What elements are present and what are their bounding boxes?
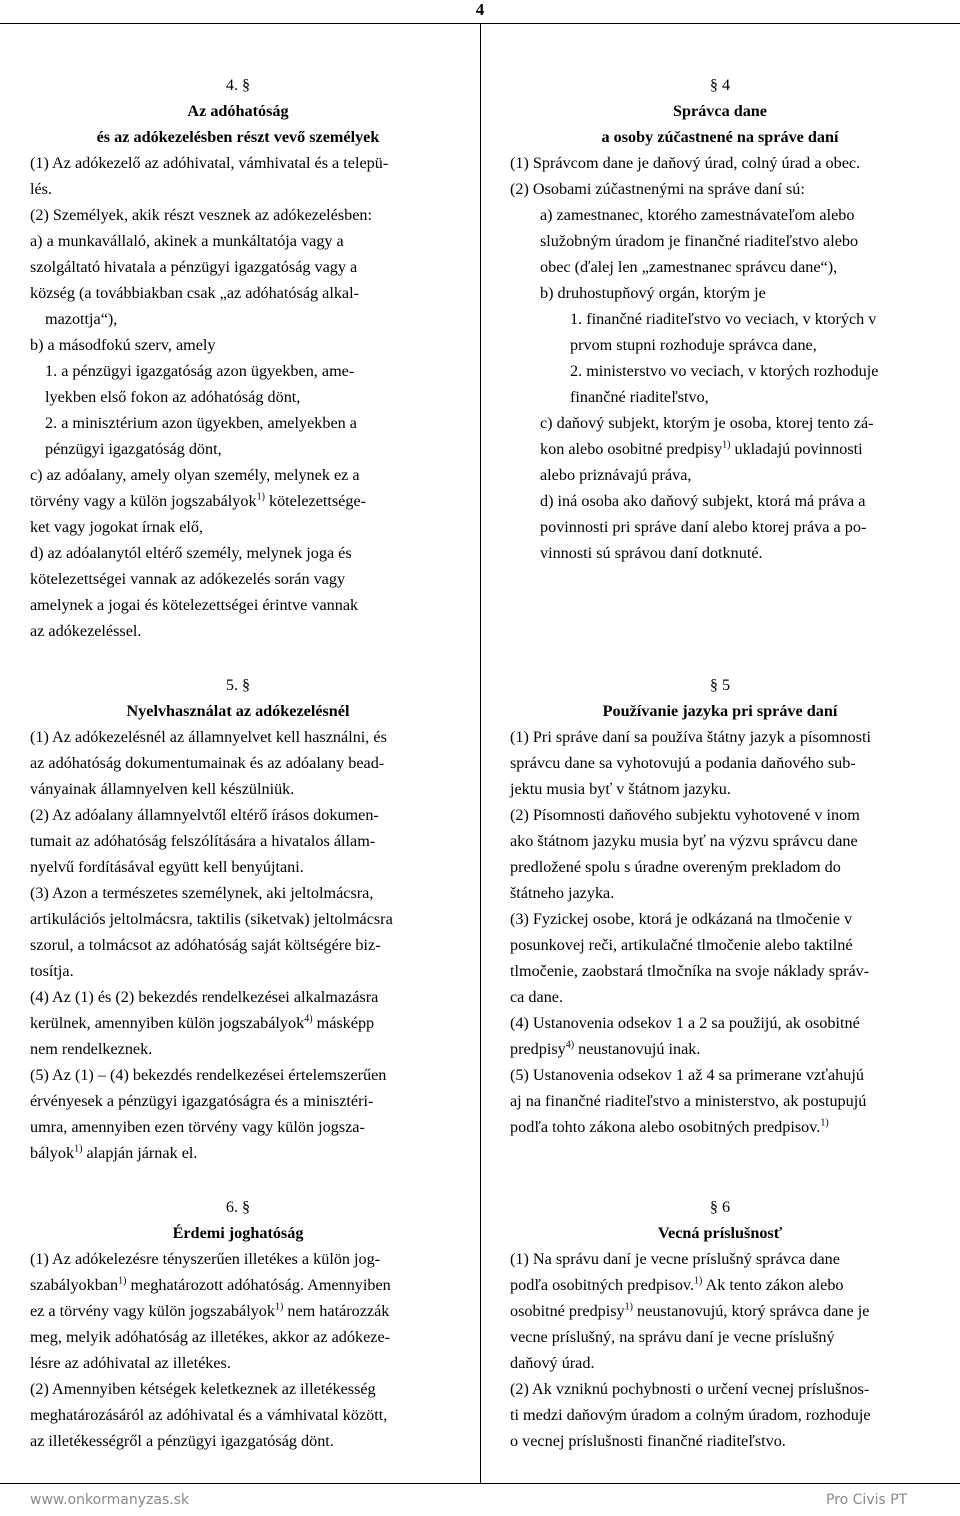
paragraph-line: lésre az adóhivatal az illetékes. <box>30 1354 231 1372</box>
paragraph-line: a) a munkavállaló, akinek a munkáltatója vagy a <box>30 232 344 250</box>
paragraph-line: umra, amennyiben ezen törvény vagy külön jogsza- <box>30 1118 365 1136</box>
paragraph-line: alebo priznávajú práva, <box>540 466 692 484</box>
section-6-hungarian <box>30 1194 446 1454</box>
paragraph-line: meghatározásáról az adóhivatal és a vámhivatal között, <box>30 1406 388 1424</box>
paragraph-line: povinnosti pri správe daní alebo ktorej práva a po- <box>540 518 867 536</box>
paragraph-line: o vecnej príslušnosti finančné riaditeľstvo. <box>510 1432 786 1450</box>
paragraph-line: štátneho jazyka. <box>510 884 615 902</box>
paragraph-line: (5) Ustanovenia odsekov 1 až 4 sa primerane vzťahujú <box>510 1066 864 1084</box>
paragraph-line: jektu musia byť v štátnom jazyku. <box>510 780 731 798</box>
section-body <box>510 724 930 1140</box>
paragraph-line: 2. ministerstvo vo veciach, v ktorých rozhoduje <box>570 362 879 380</box>
paragraph-line: szabályokban$^{1)}$ meghatározott adóhatóság. Amennyiben <box>30 1275 391 1294</box>
section-5-hungarian <box>30 672 446 1166</box>
paragraph-line: ako štátnom jazyku musia byť na výzvu správcu dane <box>510 832 858 850</box>
section-body <box>30 1246 446 1454</box>
paragraph-line: ez a törvény vagy külön jogszabályok$^{1)}$ nem határozzák <box>30 1301 390 1320</box>
paragraph-line: podľa osobitných predpisov.$^{1)}$ Ak tento zákon alebo <box>510 1275 844 1294</box>
paragraph-line: vinnosti sú správou daní dotknuté. <box>540 544 763 562</box>
section-heading: § 6 <box>709 1198 731 1216</box>
paragraph-line: vecne príslušný, na správu daní je vecne príslušný <box>510 1328 835 1346</box>
paragraph-line: d) az adóalanytól eltérő személy, melynek joga és <box>30 544 352 562</box>
section-title-line: Nyelvhasználat az adókezelésnél <box>126 702 350 720</box>
paragraph-line: osobitné predpisy$^{1)}$ neustanovujú, ktorý správca dane je <box>510 1301 870 1320</box>
paragraph-line: c) daňový subjekt, ktorým je osoba, ktorej tento zá- <box>540 414 874 432</box>
paragraph-line: pénzügyi igazgatóság dönt, <box>45 440 222 458</box>
paragraph-line: ket vagy jogokat írnak elő, <box>30 518 204 536</box>
paragraph-line: szolgáltató hivatala a pénzügyi igazgatóság vagy a <box>30 258 358 276</box>
section-title-line: Érdemi joghatóság <box>172 1224 304 1242</box>
paragraph-line: (2) Személyek, akik részt vesznek az adókezelésben: <box>30 206 373 224</box>
paragraph-line: artikulációs jeltolmácsra, taktilis (siketvak) jeltolmácsra <box>30 910 393 928</box>
paragraph-line: b) druhostupňový orgán, ktorým je <box>540 284 766 302</box>
paragraph-line: (1) Správcom dane je daňový úrad, colný úrad a obec. <box>510 154 861 172</box>
paragraph-line: szorul, a tolmácsot az adóhatóság saját költségére biz- <box>30 936 381 954</box>
paragraph-line: b) a másodfokú szerv, amely <box>30 336 216 354</box>
section-title-line: Používanie jazyka pri správe daní <box>602 702 838 720</box>
paragraph-line: a) zamestnanec, ktorého zamestnávateľom alebo <box>540 206 855 224</box>
paragraph-line: (3) Azon a természetes személynek, aki jeltolmácsra, <box>30 884 374 902</box>
section-heading: 5. § <box>225 676 251 694</box>
paragraph-line: kerülnek, amennyiben külön jogszabályok$^{4)}$ másképp <box>30 1013 375 1032</box>
paragraph-line: tosítja. <box>30 962 74 980</box>
paragraph-line: kötelezettségei vannak az adókezelés során vagy <box>30 570 346 588</box>
paragraph-line: kon alebo osobitné predpisy$^{1)}$ ukladajú povinnosti <box>540 439 863 458</box>
paragraph-line: (1) Na správu daní je vecne príslušný správca dane <box>510 1250 840 1268</box>
paragraph-line: mazottja“), <box>45 310 118 328</box>
section-6-slovak <box>510 1194 930 1454</box>
paragraph-line: c) az adóalany, amely olyan személy, melynek ez a <box>30 466 360 484</box>
paragraph-line: posunkovej reči, artikulačné tlmočenie alebo taktilné <box>510 936 853 954</box>
paragraph-line: ványainak államnyelven kell készülniük. <box>30 780 295 798</box>
paragraph-line: bályok$^{1)}$ alapján járnak el. <box>30 1143 198 1162</box>
paragraph-line: ca dane. <box>510 988 564 1006</box>
paragraph-line: 1. finančné riaditeľstvo vo veciach, v ktorých v <box>570 310 877 328</box>
paragraph-line: 1. a pénzügyi igazgatóság azon ügyekben, ame- <box>45 362 355 380</box>
paragraph-line: obec (ďalej len „zamestnanec správcu dane“), <box>540 258 838 276</box>
section-4-hungarian <box>30 72 446 644</box>
paragraph-line: správcu dane sa vyhotovujú a podania daňového sub- <box>510 754 856 772</box>
section-title-line: Az adóhatóság <box>187 102 289 120</box>
paragraph-line: nem rendelkeznek. <box>30 1040 153 1058</box>
paragraph-line: (1) Az adókezelő az adóhivatal, vámhivatal és a telepü- <box>30 154 389 172</box>
paragraph-line: ti medzi daňovým úradom a colným úradom, rozhoduje <box>510 1406 871 1424</box>
section-body <box>30 724 446 1166</box>
paragraph-line: (2) Písomnosti daňového subjektu vyhotovené v inom <box>510 806 860 824</box>
section-title-line: Správca dane <box>673 102 767 120</box>
footer-website: www.onkormanyzas.sk <box>30 1492 190 1508</box>
paragraph-line: d) iná osoba ako daňový subjekt, ktorá má práva a <box>540 492 866 510</box>
paragraph-line: (5) Az (1) – (4) bekezdés rendelkezései értelemszerűen <box>30 1066 387 1084</box>
paragraph-line: prvom stupni rozhoduje správca dane, <box>570 336 817 354</box>
paragraph-line: podľa tohto zákona alebo osobitných predpisov.$^{1)}$ <box>510 1117 829 1136</box>
paragraph-line: meg, melyik adóhatóság az illetékes, akkor az adókeze- <box>30 1328 391 1346</box>
section-body <box>510 1246 930 1454</box>
paragraph-line: tumait az adóhatóság felszólítására a hivatalos állam- <box>30 832 376 850</box>
paragraph-line: (2) Osobami zúčastnenými na správe daní sú: <box>510 180 805 198</box>
paragraph-line: (1) Pri správe daní sa používa štátny jazyk a písomnosti <box>510 728 871 746</box>
bottom-rule <box>0 1483 960 1484</box>
paragraph-line: érvényesek a pénzügyi igazgatóságra és a minisztéri- <box>30 1092 374 1110</box>
section-heading: 4. § <box>225 76 251 94</box>
section-title-line: Vecná príslušnosť <box>657 1224 783 1242</box>
paragraph-line: lés. <box>30 180 53 198</box>
section-heading: § 5 <box>709 676 731 694</box>
paragraph-line: nyelvű fordításával együtt kell benyújtani. <box>30 858 304 876</box>
section-heading: 6. § <box>225 1198 251 1216</box>
paragraph-line: predpisy$^{4)}$ neustanovujú inak. <box>510 1039 701 1058</box>
paragraph-line: törvény vagy a külön jogszabályok$^{1)}$ kötelezettsége- <box>30 491 367 510</box>
section-heading: § 4 <box>709 76 731 94</box>
paragraph-line: az adókezeléssel. <box>30 622 142 640</box>
paragraph-line: amelynek a jogai és kötelezettségei érintve vannak <box>30 596 359 614</box>
paragraph-line: lyekben első fokon az adóhatóság dönt, <box>45 388 301 406</box>
paragraph-line: tlmočenie, zaobstará tlmočníka na svoje náklady správ- <box>510 962 870 980</box>
footer-publisher: Pro Civis PT <box>826 1492 908 1508</box>
section-title-line: a osoby zúčastnené na správe daní <box>601 128 839 146</box>
column-divider <box>480 24 481 1483</box>
paragraph-line: (3) Fyzickej osobe, ktorá je odkázaná na tlmočenie v <box>510 910 853 928</box>
paragraph-line: (2) Amennyiben kétségek keletkeznek az illetékesség <box>30 1380 376 1398</box>
paragraph-line: služobným úradom je finančné riaditeľstvo alebo <box>540 232 859 250</box>
section-5-slovak <box>510 672 930 1140</box>
section-body <box>510 150 930 566</box>
paragraph-line: (4) Az (1) és (2) bekezdés rendelkezései alkalmazásra <box>30 988 379 1006</box>
paragraph-line: (1) Az adókezelésnél az államnyelvet kell használni, és <box>30 728 387 746</box>
paragraph-line: predložené spolu s úradne overeným prekladom do <box>510 858 841 876</box>
section-4-slovak <box>510 72 930 566</box>
page-number: 4 <box>475 0 485 19</box>
paragraph-line: község (a továbbiakban csak „az adóhatóság alkal- <box>30 284 359 302</box>
paragraph-line: (4) Ustanovenia odsekov 1 a 2 sa použijú, ak osobitné <box>510 1014 860 1032</box>
paragraph-line: (1) Az adókelezésre tényszerűen illetékes a külön jog- <box>30 1250 381 1268</box>
paragraph-line: (2) Az adóalany államnyelvtől eltérő írásos dokumen- <box>30 806 379 824</box>
section-body <box>30 150 446 644</box>
paragraph-line: daňový úrad. <box>510 1354 595 1372</box>
paragraph-line: az illetékességről a pénzügyi igazgatóság dönt. <box>30 1432 334 1450</box>
paragraph-line: az adóhatóság dokumentumainak és az adóalany bead- <box>30 754 385 772</box>
paragraph-line: (2) Ak vzniknú pochybnosti o určení vecnej príslušnos- <box>510 1380 870 1398</box>
paragraph-line: aj na finančné riaditeľstvo a ministerstvo, ak postupujú <box>510 1092 867 1110</box>
section-title-line: és az adókezelésben részt vevő személyek <box>96 128 380 146</box>
paragraph-line: 2. a minisztérium azon ügyekben, amelyekben a <box>45 414 357 432</box>
paragraph-line: finančné riaditeľstvo, <box>570 388 709 406</box>
